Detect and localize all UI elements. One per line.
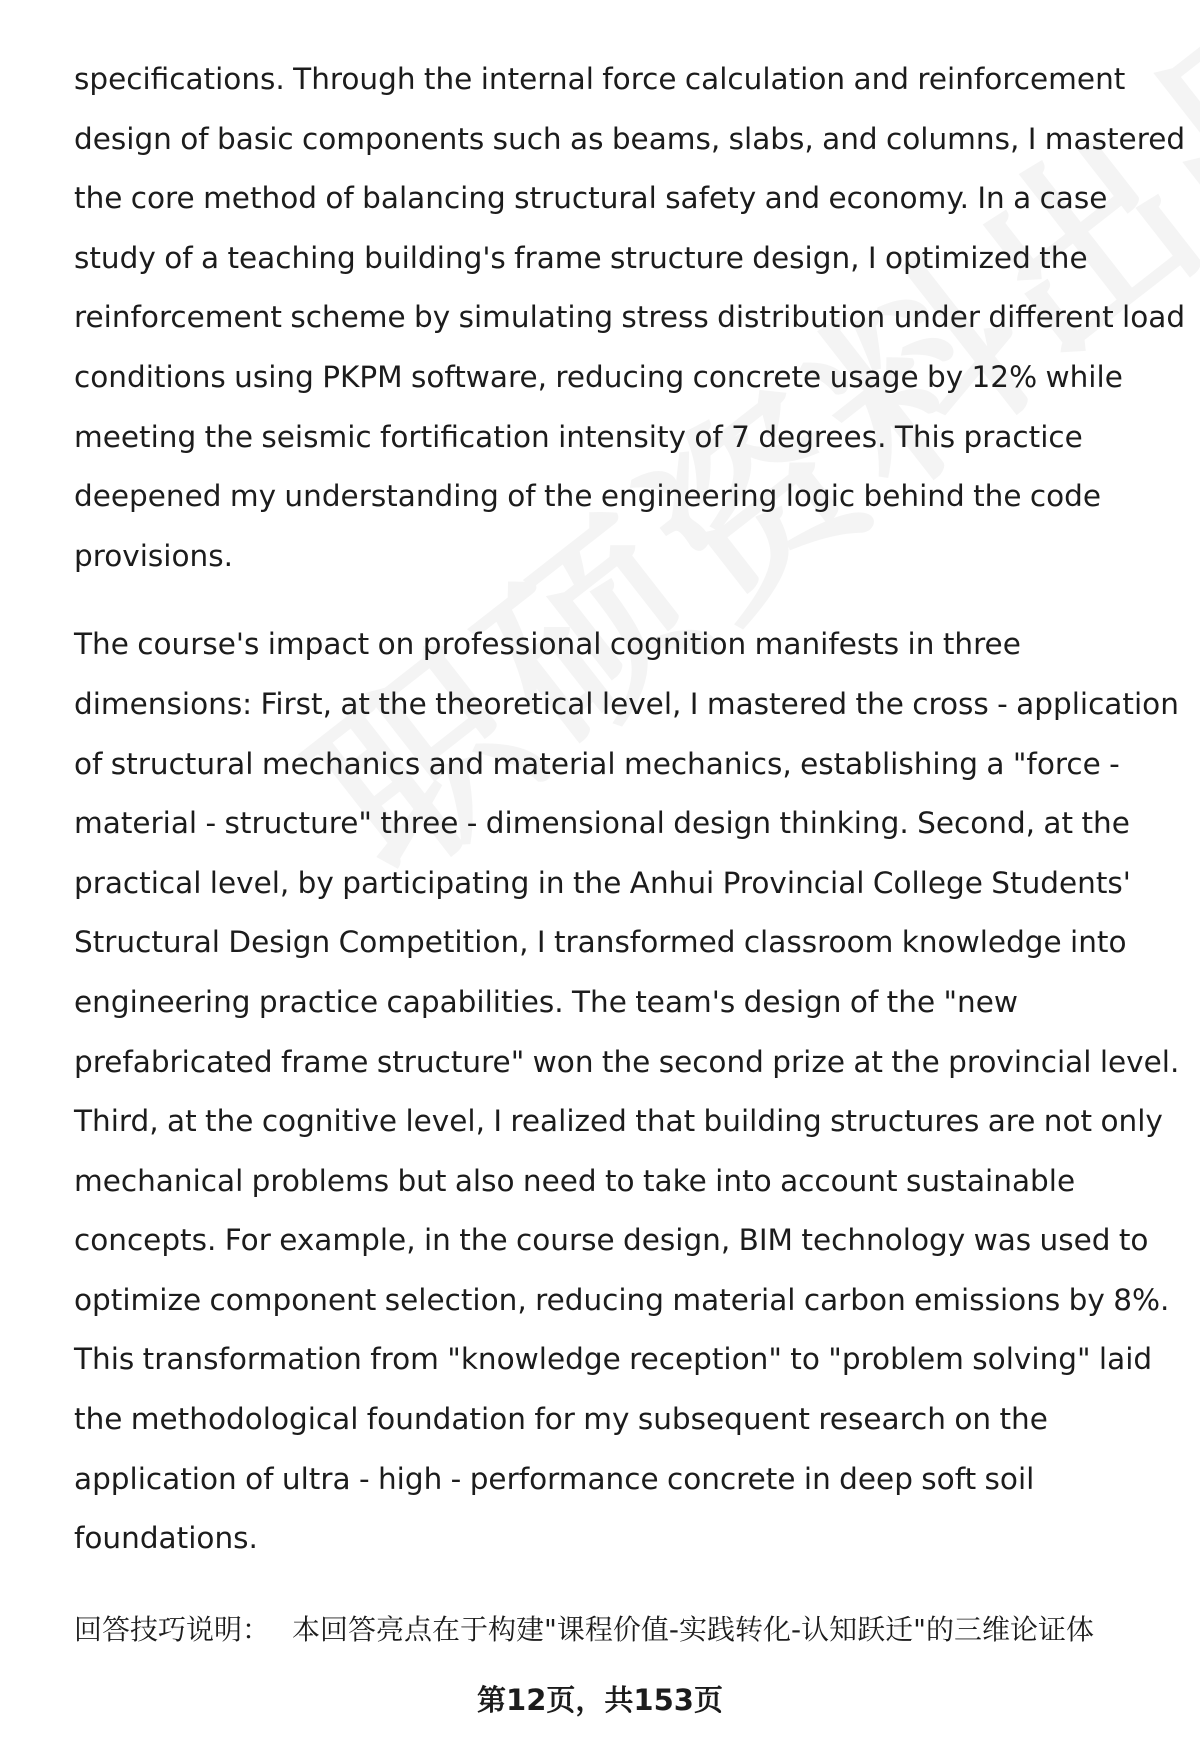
text-line: foundations. xyxy=(74,1521,258,1556)
text-line: mechanical problems but also need to take into account sustainable xyxy=(74,1163,1076,1198)
text-line: the methodological foundation for my subsequent research on the xyxy=(74,1402,1048,1437)
text-line: meeting the seismic fortification intensity of 7 degrees. This practice xyxy=(74,419,1083,454)
paragraph-1 xyxy=(74,50,1186,586)
text-line: deepened my understanding of the engineering logic behind the code xyxy=(74,479,1102,514)
paragraph-2 xyxy=(74,615,1180,1569)
text-line: study of a teaching building's frame structure design, I optimized the xyxy=(74,240,1088,275)
text-line: The course's impact on professional cognition manifests in three xyxy=(74,627,1021,662)
text-line: Structural Design Competition, I transformed classroom knowledge into xyxy=(74,925,1127,960)
text-line: specifications. Through the internal force calculation and reinforcement xyxy=(74,62,1126,96)
tips-text: 本回答亮点在于构建"课程价值-实践转化-认知跃迁"的三维论证体 xyxy=(292,1613,1094,1646)
text-line: dimensions: First, at the theoretical level, I mastered the cross - application xyxy=(74,686,1179,721)
answer-tips xyxy=(74,1610,1094,1650)
text-line: of structural mechanics and material mechanics, establishing a "force - xyxy=(74,746,1120,781)
text-line: the core method of balancing structural safety and economy. In a case xyxy=(74,181,1108,216)
page-number: 第12页，共153页 xyxy=(477,1683,723,1717)
text-line: material - structure" three - dimensional design thinking. Second, at the xyxy=(74,806,1130,841)
tips-label: 回答技巧说明： xyxy=(74,1613,271,1646)
text-line: application of ultra - high - performance concrete in deep soft soil xyxy=(74,1461,1035,1496)
document-body xyxy=(74,50,1186,1569)
text-line: This transformation from "knowledge reception" to "problem solving" laid xyxy=(74,1342,1153,1377)
text-line: concepts. For example, in the course design, BIM technology was used to xyxy=(74,1223,1149,1258)
text-line: Third, at the cognitive level, I realized that building structures are not only xyxy=(74,1104,1163,1139)
text-line: provisions. xyxy=(74,538,233,573)
text-line: optimize component selection, reducing material carbon emissions by 8%. xyxy=(74,1282,1170,1317)
text-line: conditions using PKPM software, reducing concrete usage by 12% while xyxy=(74,359,1123,394)
text-line: engineering practice capabilities. The team's design of the "new xyxy=(74,984,1019,1019)
text-line: practical level, by participating in the Anhui Provincial College Students' xyxy=(74,865,1131,900)
text-line: design of basic components such as beams, slabs, and columns, I mastered xyxy=(74,121,1186,156)
text-line: prefabricated frame structure" won the second prize at the provincial level. xyxy=(74,1044,1180,1079)
text-line: reinforcement scheme by simulating stress distribution under different load xyxy=(74,300,1186,335)
